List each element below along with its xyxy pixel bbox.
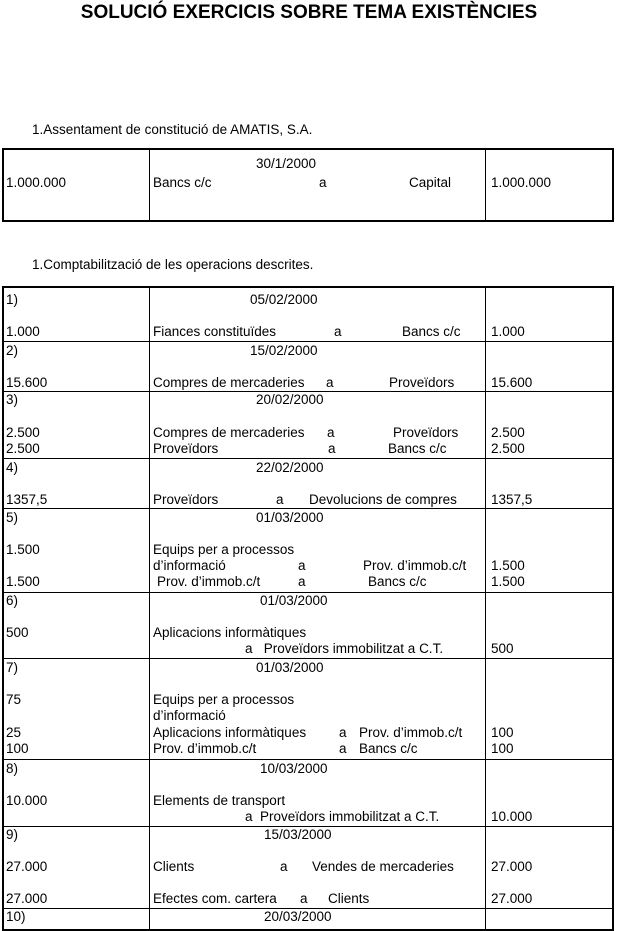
credit-account: Proveïdors <box>393 425 459 440</box>
entry-number: 6) <box>6 593 19 608</box>
debit-amount: 100 <box>6 741 29 756</box>
credit-line: a Proveïdors immobilitzat a C.T. <box>245 809 440 824</box>
entry-date: 01/03/2000 <box>256 660 324 675</box>
entry-date: 22/02/2000 <box>256 460 324 475</box>
credit-amount: 1357,5 <box>491 492 533 507</box>
entry-date: 15/03/2000 <box>264 827 332 842</box>
entry-number: 4) <box>6 460 19 475</box>
entry-date: 30/1/2000 <box>256 156 317 171</box>
connector: a <box>300 891 308 906</box>
debit-amount: 15.600 <box>6 375 48 390</box>
entry-number: 8) <box>6 761 19 776</box>
entry-number: 1) <box>6 292 19 307</box>
debit-amount: 1.500 <box>6 574 40 589</box>
entry-number: 5) <box>6 510 19 525</box>
entry-date: 01/03/2000 <box>256 510 324 525</box>
credit-amount: 1.000.000 <box>491 175 552 190</box>
debit-account: Elements de transport <box>153 793 286 808</box>
debit-account: Equips per a processos <box>153 542 295 557</box>
credit-account: Devolucions de compres <box>309 492 457 507</box>
credit-account: Vendes de mercaderies <box>312 859 454 874</box>
debit-amount: 1.000 <box>6 324 40 339</box>
credit-account: Bancs c/c <box>402 324 461 339</box>
debit-amount: 27.000 <box>6 891 48 906</box>
debit-account: Compres de mercaderies <box>153 425 305 440</box>
page-title: SOLUCIÓ EXERCICIS SOBRE TEMA EXISTÈNCIES <box>80 2 538 23</box>
journal-entries-table <box>2 286 614 931</box>
credit-account: Capital <box>409 175 452 190</box>
debit-amount: 1357,5 <box>6 492 48 507</box>
entry-number: 2) <box>6 343 19 358</box>
debit-account: Aplicacions informàtiques <box>153 725 307 740</box>
constitution-entry-table <box>2 148 614 222</box>
connector: a <box>328 441 336 456</box>
debit-account: Efectes com. cartera <box>153 891 277 906</box>
entry-number: 7) <box>6 660 19 675</box>
credit-amount: 2.500 <box>491 441 525 456</box>
debit-account: Prov. d’immob.c/t <box>153 741 257 756</box>
credit-account: Bancs c/c <box>359 741 418 756</box>
debit-amount: 1.000.000 <box>6 175 67 190</box>
credit-account: Bancs c/c <box>368 574 427 589</box>
credit-account: Clients <box>328 891 370 906</box>
entry-number: 9) <box>6 827 19 842</box>
credit-amount: 100 <box>491 741 514 756</box>
debit-amount: 25 <box>6 725 22 740</box>
entry-date: 20/03/2000 <box>264 909 332 924</box>
connector: a <box>334 324 342 339</box>
credit-amount: 27.000 <box>491 891 533 906</box>
debit-account-cont: d’informació <box>153 708 226 723</box>
credit-amount: 500 <box>491 641 514 656</box>
connector: a <box>280 859 288 874</box>
credit-amount: 1.500 <box>491 574 525 589</box>
section2-heading: 1.Comptabilització de les operacions descrites. <box>32 257 314 272</box>
credit-amount: 1.000 <box>491 324 525 339</box>
debit-account: Proveïdors <box>153 441 219 456</box>
credit-amount: 1.500 <box>491 558 525 573</box>
connector: a <box>276 492 284 507</box>
debit-account: Proveïdors <box>153 492 219 507</box>
section1-heading: 1.Assentament de constitució de AMATIS, S.A. <box>32 122 313 137</box>
entry-date: 01/03/2000 <box>260 593 328 608</box>
entry-date: 10/03/2000 <box>260 761 328 776</box>
credit-amount: 27.000 <box>491 859 533 874</box>
credit-amount: 100 <box>491 725 514 740</box>
connector: a <box>298 574 306 589</box>
debit-amount: 2.500 <box>6 425 40 440</box>
debit-account: Clients <box>153 859 195 874</box>
credit-amount: 15.600 <box>491 375 533 390</box>
connector: a <box>327 425 335 440</box>
debit-account: Prov. d’immob.c/t <box>157 574 261 589</box>
debit-account: Equips per a processos <box>153 692 295 707</box>
debit-amount: 10.000 <box>6 793 48 808</box>
debit-account: Compres de mercaderies <box>153 375 305 390</box>
debit-account: Fiances constituïdes <box>153 324 277 339</box>
entry-number: 10) <box>6 909 26 924</box>
entry-date: 15/02/2000 <box>250 343 318 358</box>
entry-number: 3) <box>6 392 19 407</box>
connector: a <box>339 741 347 756</box>
credit-account: Bancs c/c <box>388 441 447 456</box>
credit-amount: 2.500 <box>491 425 525 440</box>
debit-amount: 27.000 <box>6 859 48 874</box>
credit-account: Prov. d’immob.c/t <box>363 558 467 573</box>
connector: a <box>298 558 306 573</box>
connector: a <box>339 725 347 740</box>
connector: a <box>326 375 334 390</box>
debit-amount: 2.500 <box>6 441 40 456</box>
debit-amount: 500 <box>6 625 29 640</box>
connector: a <box>319 175 327 190</box>
credit-account: Proveïdors <box>389 375 455 390</box>
credit-account: Prov. d’immob.c/t <box>359 725 463 740</box>
debit-account: Bancs c/c <box>153 175 212 190</box>
credit-amount: 10.000 <box>491 809 533 824</box>
credit-line: a Proveïdors immobilitzat a C.T. <box>245 641 444 656</box>
entry-date: 20/02/2000 <box>256 392 324 407</box>
debit-amount: 75 <box>6 692 22 707</box>
debit-amount: 1.500 <box>6 542 40 557</box>
entry-date: 05/02/2000 <box>250 292 318 307</box>
debit-account-cont: d’informació <box>153 558 226 573</box>
debit-account: Aplicacions informàtiques <box>153 625 307 640</box>
